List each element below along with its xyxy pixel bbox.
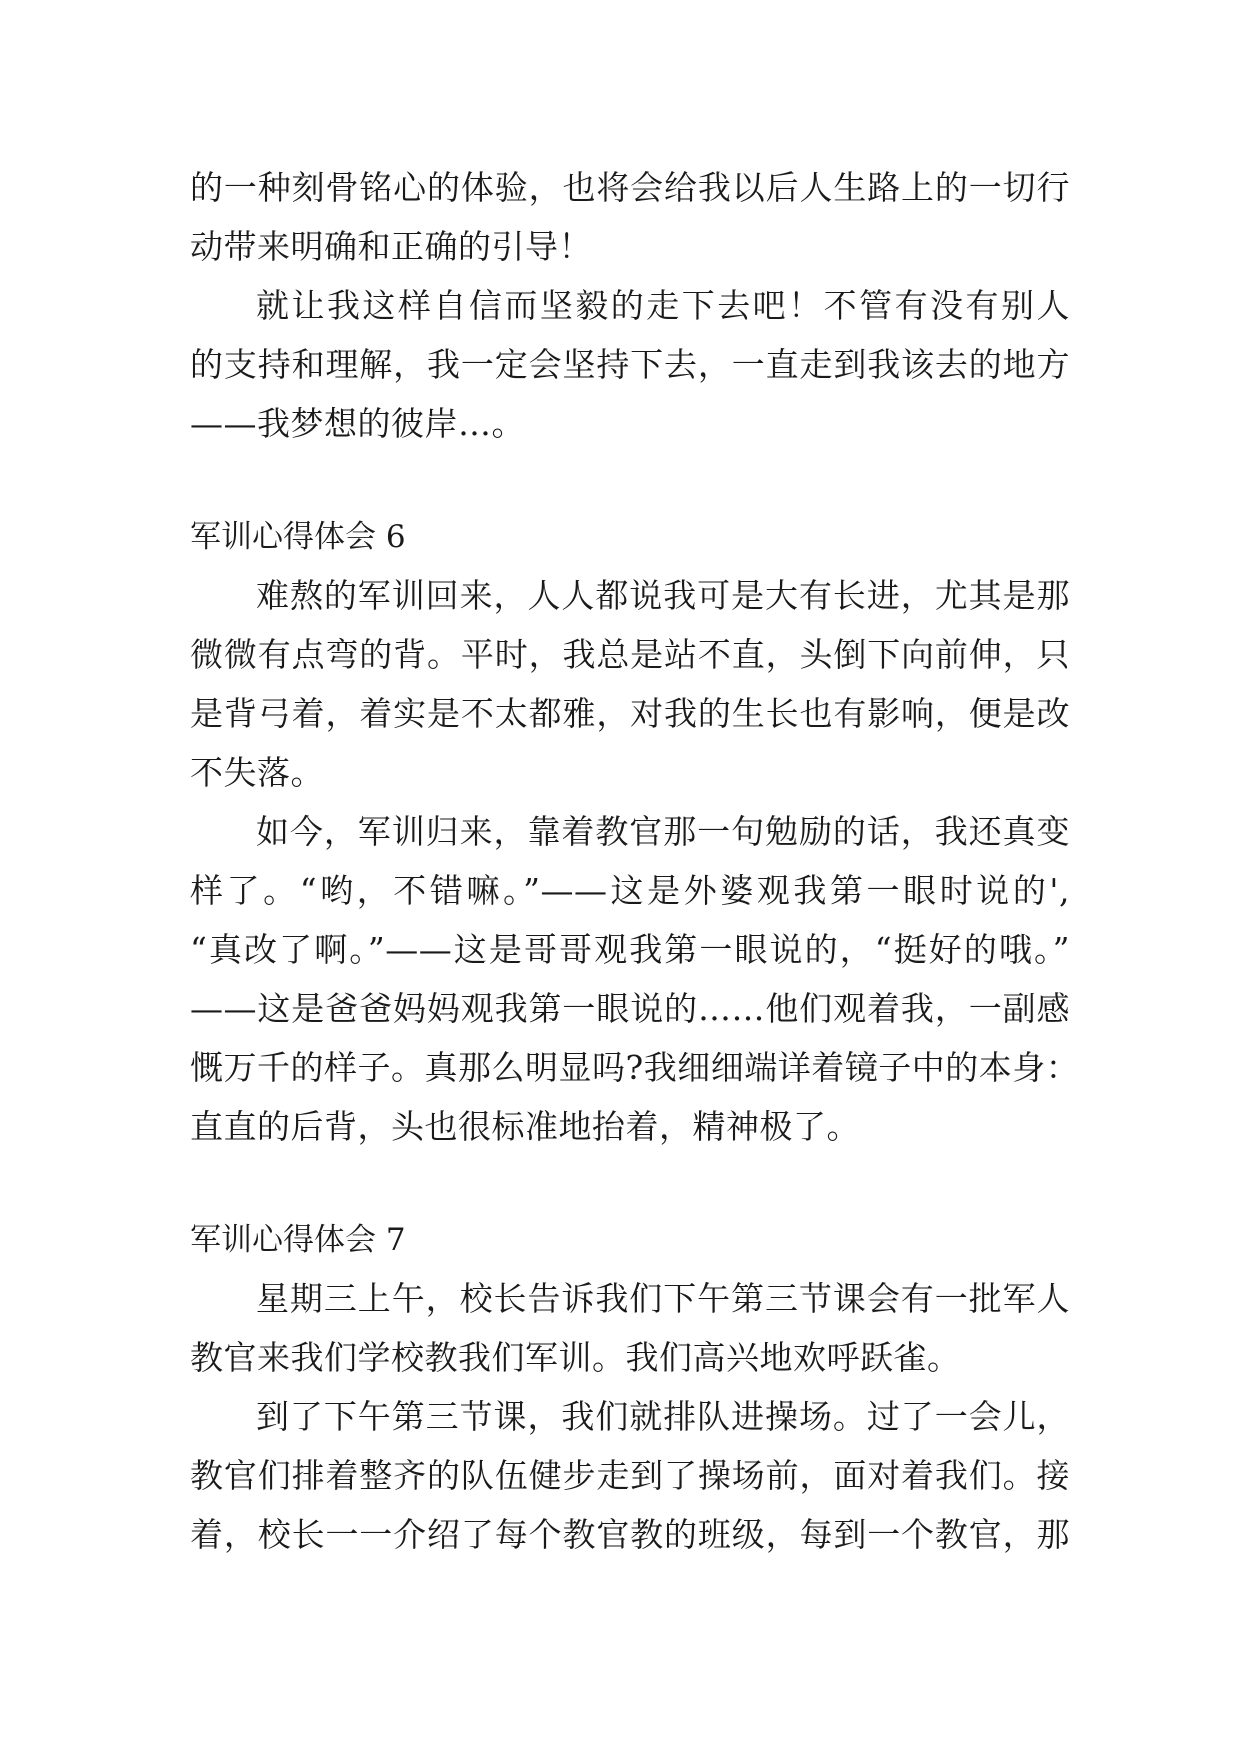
section-heading: 军训心得体会 7 [190, 1222, 406, 1258]
paragraph-line: 星期三上午，校长告诉我们下午第三节课会有一批军人 [256, 1279, 1070, 1318]
paragraph-line: 如今，军训归来，靠着教官那一句勉励的话，我还真变 [256, 812, 1070, 851]
paragraph-line: 难熬的军训回来，人人都说我可是大有长进，尤其是那 [256, 576, 1070, 615]
paragraph-line: 的一种刻骨铭心的体验，也将会给我以后人生路上的一切行 [190, 168, 1070, 207]
paragraph-line: ——这是爸爸妈妈观我第一眼说的……他们观着我，一副感 [190, 989, 1070, 1028]
paragraph-line: ——我梦想的彼岸…。 [190, 404, 525, 443]
paragraph-line: 就让我这样自信而坚毅的走下去吧！不管有没有别人 [256, 286, 1070, 325]
paragraph-line: 微微有点弯的背。平时，我总是站不直，头倒下向前伸，只 [190, 635, 1070, 674]
paragraph-line: 教官们排着整齐的队伍健步走到了操场前，面对着我们。接 [190, 1456, 1070, 1495]
paragraph-line: 样了。“哟，不错嘛。”——这是外婆观我第一眼时说的', [190, 871, 1070, 910]
paragraph-line: 教官来我们学校教我们军训。我们高兴地欢呼跃雀。 [190, 1338, 961, 1377]
paragraph-line: 直直的后背，头也很标准地抬着，精神极了。 [190, 1107, 860, 1146]
paragraph-line: 的支持和理解，我一定会坚持下去，一直走到我该去的地方 [190, 345, 1070, 384]
paragraph-line: “真改了啊。”——这是哥哥观我第一眼说的，“挺好的哦。” [190, 930, 1070, 969]
paragraph-line: 是背弓着，着实是不太都雅，对我的生长也有影响，便是改 [190, 694, 1070, 733]
paragraph-line: 不失落。 [190, 753, 324, 792]
paragraph-line: 着，校长一一介绍了每个教官教的班级，每到一个教官，那 [190, 1515, 1070, 1554]
paragraph-line: 慨万千的样子。真那么明显吗?我细细端详着镜子中的本身： [190, 1048, 1080, 1087]
paragraph-line: 到了下午第三节课，我们就排队进操场。过了一会儿， [256, 1397, 1070, 1436]
section-heading: 军训心得体会 6 [190, 519, 406, 555]
paragraph-line: 动带来明确和正确的引导！ [190, 227, 592, 266]
